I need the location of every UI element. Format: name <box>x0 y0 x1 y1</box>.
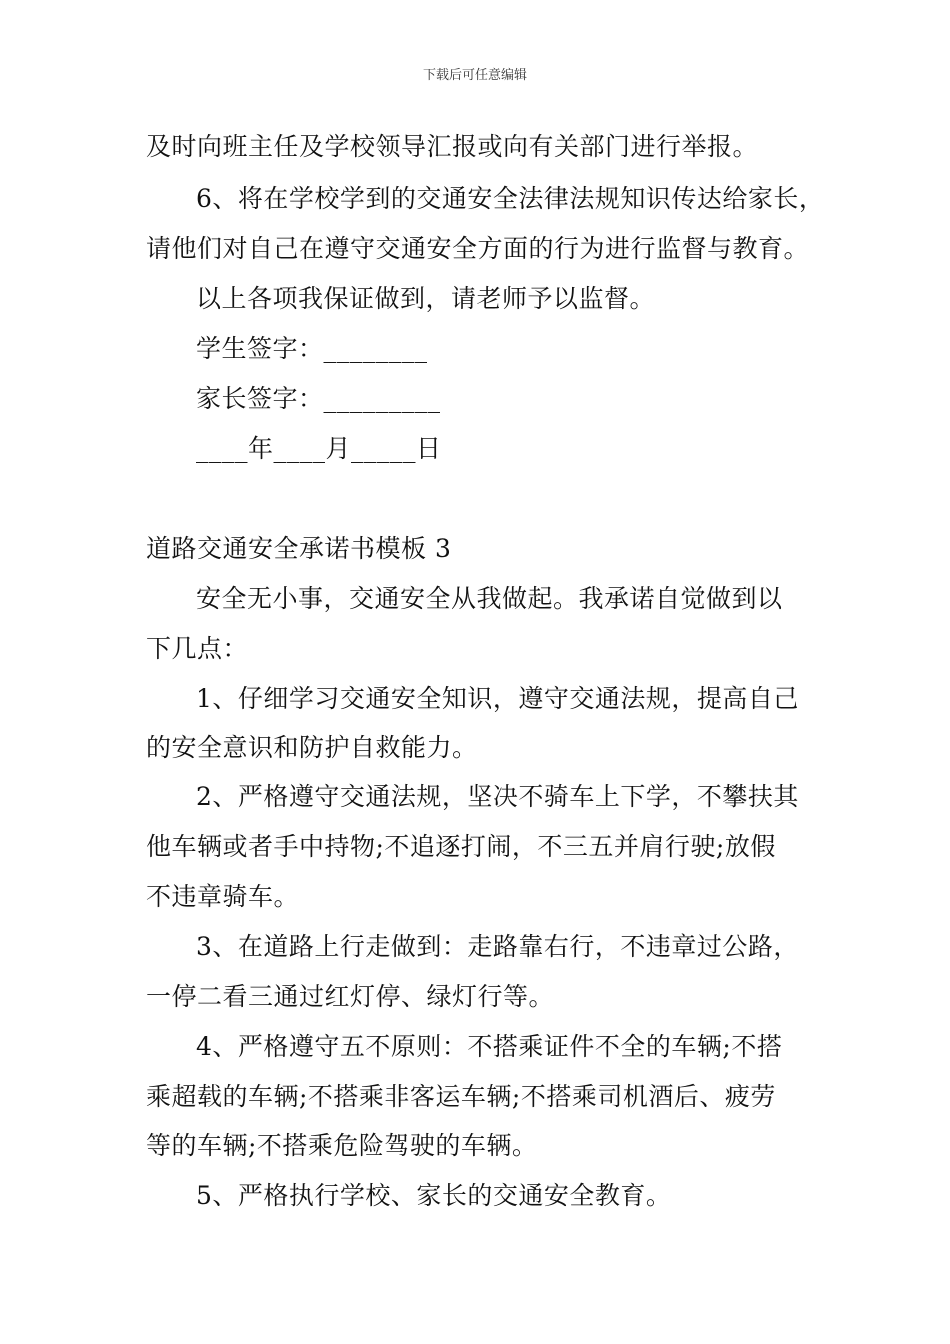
paragraph-line: 下几点： <box>146 634 249 663</box>
paragraph-line: 的安全意识和防护自救能力。 <box>146 733 478 762</box>
paragraph-line: 安全无小事，交通安全从我做起。我承诺自觉做到以 <box>196 584 783 613</box>
paragraph-line: 请他们对自己在遵守交通安全方面的行为进行监督与教育。 <box>146 234 810 263</box>
paragraph-line: 6、将在学校学到的交通安全法律法规知识传达给家长， <box>196 184 825 213</box>
date-line: ____年____月_____日 <box>196 434 442 463</box>
page-header: 下载后可任意编辑 <box>422 68 527 83</box>
paragraph-line: 乘超载的车辆;不搭乘非客运车辆;不搭乘司机酒后、疲劳 <box>146 1082 776 1111</box>
paragraph-line: 5、严格执行学校、家长的交通安全教育。 <box>196 1181 672 1210</box>
section-title: 道路交通安全承诺书模板 3 <box>146 534 452 563</box>
paragraph-line: 及时向班主任及学校领导汇报或向有关部门进行举报。 <box>146 132 759 161</box>
student-signature-line: 学生签字：________ <box>196 334 428 363</box>
paragraph-line: 1、仔细学习交通安全知识，遵守交通法规，提高自己 <box>196 684 799 713</box>
paragraph-line: 他车辆或者手中持物;不追逐打闹，不三五并肩行驶;放假 <box>146 832 776 861</box>
paragraph-line: 不违章骑车。 <box>146 882 300 911</box>
paragraph-line: 一停二看三通过红灯停、绿灯行等。 <box>146 982 555 1011</box>
paragraph-line: 以上各项我保证做到，请老师予以监督。 <box>196 284 656 313</box>
parent-signature-line: 家长签字：_________ <box>196 384 441 413</box>
paragraph-line: 2、严格遵守交通法规，坚决不骑车上下学，不攀扶其 <box>196 782 799 811</box>
paragraph-line: 等的车辆;不搭乘危险驾驶的车辆。 <box>146 1131 538 1160</box>
paragraph-line: 3、在道路上行走做到：走路靠右行，不违章过公路， <box>196 932 799 961</box>
paragraph-line: 4、严格遵守五不原则：不搭乘证件不全的车辆;不搭 <box>196 1032 783 1061</box>
